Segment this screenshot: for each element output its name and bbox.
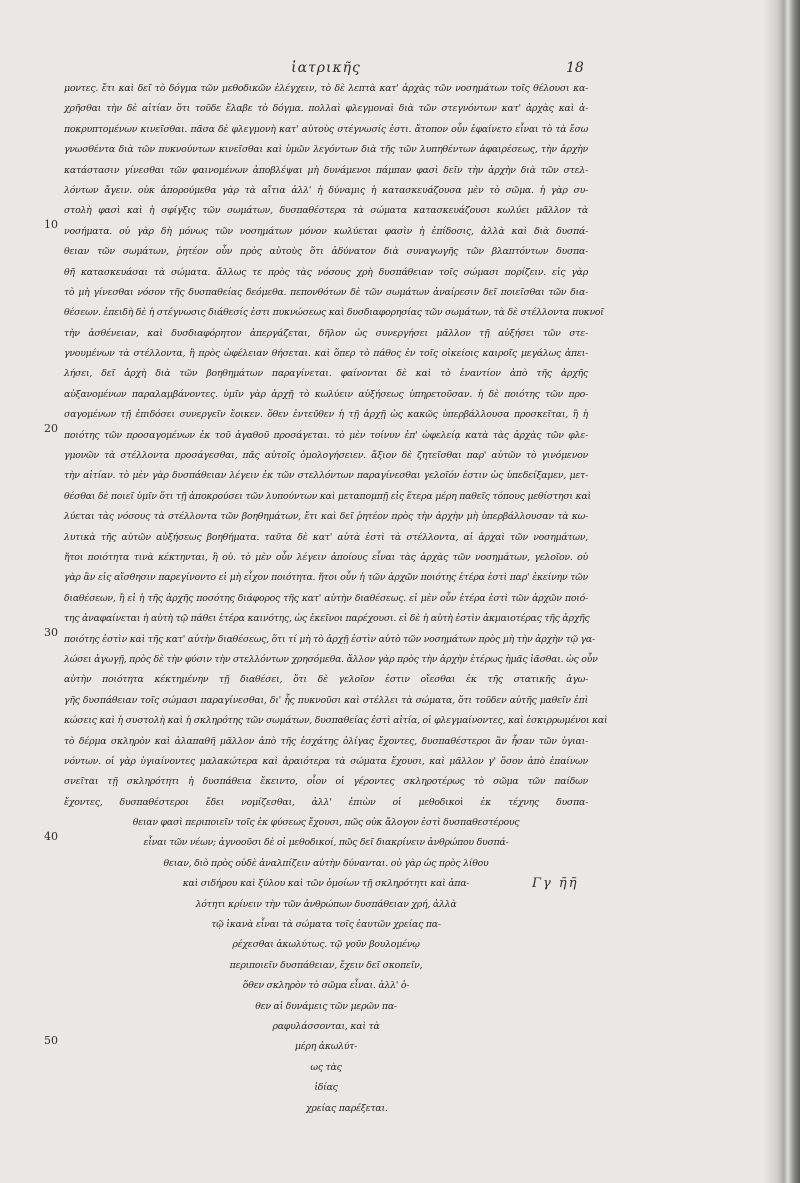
text-line: διαθέσεων, ἢ εἰ ἡ τῆς ἀρχῆς ποσότης διάφορος τῆς κατ' αὐτὴν διαθέσεως. εἰ μὲν οὖν ἑτέρα ἐστὶ τῶν ἀρχῶν ποιό- (64, 592, 588, 604)
text-line: λώσει ἀγωγῇ, πρὸς δὲ τὴν φύσιν τὴν στελλόντων χρησόμεθα. ἄλλον γὰρ πρὸς τὴν ἀρχὴν ἑτέρως ἡμᾶς ἰᾶσθαι. ὡς οὖν (64, 653, 598, 665)
text-line: ραφυλάσσονται, καὶ τὰ (272, 1020, 380, 1032)
text-line: μέρη ἀκωλύτ- (294, 1041, 358, 1053)
text-line: ποιότης τῶν προσαγομένων ἐκ τοῦ ἀγαθοῦ προσάγεται. τὸ μὲν τοίνυν ἐπ' ὠφελείᾳ κατὰ τὰς ἀρχὰς τῶν φλε- (64, 429, 588, 441)
text-line: θεν αἱ δυνάμεις τῶν μερῶν πα- (255, 1000, 397, 1012)
text-line: θειαν φασὶ περιποιεῖν τοῖς ἐκ φύσεως ἔχουσι, πῶς οὐκ ἄλογον ἐστὶ δυσπαθεστέρους (132, 817, 520, 829)
text-line: γμονῶν τὰ στέλλοντα προσάγεσθαι, πᾶς αὐτοῖς ὁμολογήσειεν. ἄξιον δὲ ζητεῖσθαι παρ' αὐτῶν τὸ γινόμενον (64, 450, 588, 462)
text-line: λήσει, δεῖ ἀρχὴ διὰ τῶν βοηθημάτων παραγίνεται. φαίνονται δὲ καὶ τὸ ἐναντίον ἀπὸ τῆς ἀρχῆς (64, 368, 588, 380)
text-line: γῆς δυσπάθειαν τοῖς σώμασι παραγίνεσθαι, δι' ἧς πυκνοῦσι καὶ στέλλει τὰ σώματα, ὅτι τοῦδεν αὐτῆς μαθεῖν ἐπὶ (64, 694, 588, 706)
running-head: ἰατρικῆς (291, 60, 361, 76)
text-line: τὸ δέρμα σκληρὸν καὶ ἀλαπαθῆ μᾶλλον ἀπὸ τῆς ἐσχάτης ὀλίγας ἔχοντες, δυσπαθέστεροι ἂν ἦσαν τῶν ὑγιαι- (64, 735, 588, 747)
line-number: 20 (44, 422, 58, 435)
text-line: χρῆσθαι τὴν δὲ αἰτίαν ὅτι τοῦδε ἔλαβε τὸ δόγμα. πολλαὶ φλεγμοναὶ διὰ τῶν στεγνόντων κατ' ἀρχὰς καὶ ἀ- (64, 103, 588, 115)
line-number: 40 (44, 830, 58, 843)
line-number: 30 (44, 626, 58, 639)
text-line: αὐξανομένων παραλαμβάνοντες. ὑμῖν γὰρ ἀρχῇ τὸ κωλύειν αὐξήσεως ὑπηρετοῦσαν. ἡ δὲ ποιότης τῶν προ- (64, 388, 588, 400)
text-line: ποκρυπτομένων κινεῖσθαι. πᾶσα δὲ φλεγμονὴ κατ' αὐτοὺς στέγνωσίς ἐστι. ἄτοπον οὖν ἐφαίνετο εἶναι τὸ τὰ ἔσω (64, 123, 588, 135)
text-line: ως τὰς (310, 1061, 342, 1073)
text-line: μοντες. ἔτι καὶ δεῖ τὸ δόγμα τῶν μεθοδικῶν ἐλέγχειν, τὸ δὲ λεπτὰ κατ' ἀρχὰς τῶν νοσημάτων τοῖς θέλουσι κα- (64, 83, 588, 94)
text-line: κατάστασιν γίνεσθαι τῶν φαινομένων ἀποβλέψαι μὴ δυνάμενοι πάμπαν φασὶ δεῖν τὴν ἀρχὴν διὰ τῶν στελ- (64, 164, 588, 176)
line-number: 50 (44, 1034, 58, 1047)
text-line: ρέχεσθαι ἀκωλύτως. τῷ γοῦν βουλομένῳ (232, 939, 420, 951)
text-line: τὴν αἰτίαν. τὸ μὲν γὰρ δυσπάθειαν λέγειν ἐκ τῶν στελλόντων παραγίνεσθαι γελοῖόν ἐστιν ὡς ὑπεδείξαμεν, μετ- (64, 470, 588, 482)
text-line: λυτικὰ τῆς αὐτῶν αὐξήσεως βοηθήματα. ταῦτα δὲ κατ' αὐτὰ ἐστὶ τὰ στέλλοντα, αἱ ἀρχαὶ τῶν νοσημάτων, (64, 531, 588, 543)
text-line: κώσεις καὶ ἡ συστολὴ καὶ ἡ σκληρότης τῶν σωμάτων, δυσπαθείας ἐστὶ αἰτία, οἱ φλεγμαίνοντες, καὶ ἐσκιρρωμένοι καὶ (64, 715, 608, 727)
text-line: αὐτὴν ποιότητα κέκτημένην τῇ διαθέσει, ὅτι δὲ γελοῖον ἐστιν οἴεσθαι ἐκ τῆς στατικῆς ἀγω- (64, 674, 588, 686)
text-line: γὰρ ἂν εἰς αἴσθησιν παρεγίνοντο εἰ μὴ εἶχον ποιότητα. ἤτοι οὖν ἡ τῶν ἀρχῶν ποιότης ἑτέρα ἐστὶ παρ' ἐκείνην τῶν (64, 572, 588, 584)
text-line: της ἀναφαίνεται ἡ αὐτὴ τῷ πάθει ἑτέρα καινότης, ὡς ἐκεῖνοι παρέχουσι. εἰ δὲ ἡ αὐτὴ ἐστὶν ἀκμαιοτέρας τῆς ἀρχῆς (64, 613, 590, 625)
greek-text-body (64, 79, 608, 1119)
book-page-edges (778, 0, 800, 1183)
text-line: λότητι κρίνειν τὴν τῶν ἀνθρώπων δυσπάθειαν χρή, ἀλλὰ (195, 898, 457, 910)
text-line: χρείας παρέξεται. (306, 1102, 388, 1114)
text-line: γνωσθέντα διὰ τῶν πυκνούντων κινεῖσθαι καὶ ὑμῶν λεγόντων διὰ τῆς τῶν λυπηθέντων ἀφαιρέσεως, τὴν ἀρχὴν (64, 144, 588, 156)
signature-mark: Γγ ῆῆ (532, 876, 579, 891)
text-line: σαγομένων τῇ ἐπιδόσει συνεργεῖν ἔοικεν. ὅθεν ἐντεῦθεν ἡ τῇ ἀρχῇ ὡς κακῶς ὑπερβάλλουσα προσκεῖται, ἢ ἡ (64, 409, 588, 421)
text-line: τὸ μὴ γίνεσθαι νόσον τῆς δυσπαθείας δεόμεθα. πεπονθότων δὲ τῶν σωμάτων ἀναίρεσιν δεῖ ποιεῖσθαι τῶν δια- (64, 286, 588, 298)
text-line: λύεται τὰς νόσους τὰ στέλλοντα τῶν βοηθημάτων, ἔτι καὶ δεῖ ῥητέον πρὸς τὴν ἀρχὴν μὴ ὑπερβάλλουσαν τὰ κω- (64, 511, 588, 523)
text-line: ἤτοι ποιότητα τινὰ κέκτηνται, ἢ οὐ. τὸ μὲν οὖν λέγειν ἀποίους εἶναι τὰς ἀρχὰς τῶν νοσημάτων, γελοῖον. οὐ (64, 551, 588, 563)
text-line: θῆ κατασκευάσαι τὰ σώματα. ἄλλως τε πρὸς τὰς νόσους χρὴ δυσπάθειαν τοῖς σώμασι πορίζειν. εἰς γὰρ (64, 266, 588, 278)
text-line: ποιότης ἐστὶν καὶ τῆς κατ' αὐτὴν διαθέσεως, ὅτι τί μὴ τὸ ἀρχῇ ἐστὶν αὐτὸ τῶν νοσημάτων πρὸς μὴ τὴν ἀρχὴν τῷ γα- (64, 633, 595, 645)
text-line: σνεῖται τῇ σκληρότητι ἡ δυσπάθεια ἔκειντο, οἷον οἱ γέροντες σκληροτέρως τὸ σῶμα τῶν παίδων (64, 776, 588, 788)
text-line: τῷ ἱκανὰ εἶναι τὰ σώματα τοῖς ἑαυτῶν χρείας πα- (211, 919, 441, 931)
page-number: 18 (566, 60, 584, 76)
text-line: θέσεων. ἐπειδὴ δὲ ἡ στέγνωσις διάθεσίς ἐστι πυκνώσεως καὶ δυσδιαφορησίας τῶν σωμάτων, τὰ δὲ στέλλοντα πυκνοῖ (64, 307, 604, 319)
text-line: θέσθαι δὲ ποιεῖ ὑμῖν ὅτι τῇ ἀποκρούσει τῶν λυπούντων καὶ μεταπομπῇ εἰς ἕτερα μέρη παθεῖς τόπους μεθίστησι καὶ (64, 490, 591, 502)
line-number: 10 (44, 218, 58, 231)
text-line: νόντων. οἱ γὰρ ὑγιαίνοντες μαλακώτερα καὶ ἀραιότερα τὰ σώματα ἔχουσι, καὶ μᾶλλον γ' ὅσον ἀπὸ ἐπαίνων (64, 755, 588, 767)
margin-line-numbers (0, 0, 64, 1183)
text-line: λόντων ἄγειν. οὐκ ἀπορούμεθα γὰρ τὰ αἴτια ἀλλ' ἡ δύναμις ἡ κατασκευάζουσα μὲν τὸ σῶμα. ἡ γὰρ συ- (64, 184, 588, 196)
text-line: στολὴ φασὶ καὶ ἡ σφίγξις τῶν σωμάτων, δυσπαθέστερα τὰ σώματα κατασκευάζουσι κωλύει μᾶλλον τὰ (64, 205, 588, 217)
text-line: θειαν, διὸ πρὸς οὐδὲ ἀναλπίζειν αὐτὴν δύνανται. οὐ γὰρ ὡς πρὸς λίθου (163, 857, 489, 869)
text-line: νοσήματα. οὐ γὰρ δὴ μόνως τῶν νοσημάτων μόνον κωλύεται φασὶν ἡ ἐπίδοσις, ἀλλὰ καὶ διὰ δυσπά- (64, 225, 588, 237)
text-line: θειαν τῶν σωμάτων, ῥητέον οὖν πρὸς αὐτοὺς ὅτι ἀδύνατον διὰ συναγωγῆς τῶν βλαπτόντων δυσπα- (64, 246, 588, 258)
text-line: ὅθεν σκληρὸν τὸ σῶμα εἶναι. ἀλλ' ὁ- (242, 980, 410, 992)
text-line: καὶ σιδήρου καὶ ξύλου καὶ τῶν ὁμοίων τῇ σκληρότητι καὶ ἀπα- (182, 878, 470, 890)
text-line: γνουμένων τὰ στέλλοντα, ἢ πρὸς ὠφέλειαν θήσεται. καὶ ὅπερ τὸ πάθος ἐν τοῖς οἰκείοις καιροῖς μεγάλως ἀπει- (64, 348, 588, 360)
text-line: ἰδίας (314, 1082, 338, 1094)
text-line: εἶναι τῶν νέων; ἀγνοοῦσι δὲ οἱ μεθοδικοί, πῶς δεῖ διακρίνειν ἀνθρώπου δυσπά- (143, 837, 509, 849)
text-line: τὴν ἀσθένειαν, καὶ δυσδιαφόρητον ἀπεργάζεται, δῆλον ὡς συνεργήσει μᾶλλον τῇ αὐξήσει τῶν στε- (64, 327, 588, 339)
text-line: περιποιεῖν δυσπάθειαν, ἔχειν δεῖ σκοπεῖν, (229, 959, 423, 971)
text-line: ἔχοντες, δυσπαθέστεροι ἔδει νομίζεσθαι, ἀλλ' ἐπιὼν οἱ μεθοδικοὶ ἐκ τέχνης δυσπα- (64, 796, 588, 808)
